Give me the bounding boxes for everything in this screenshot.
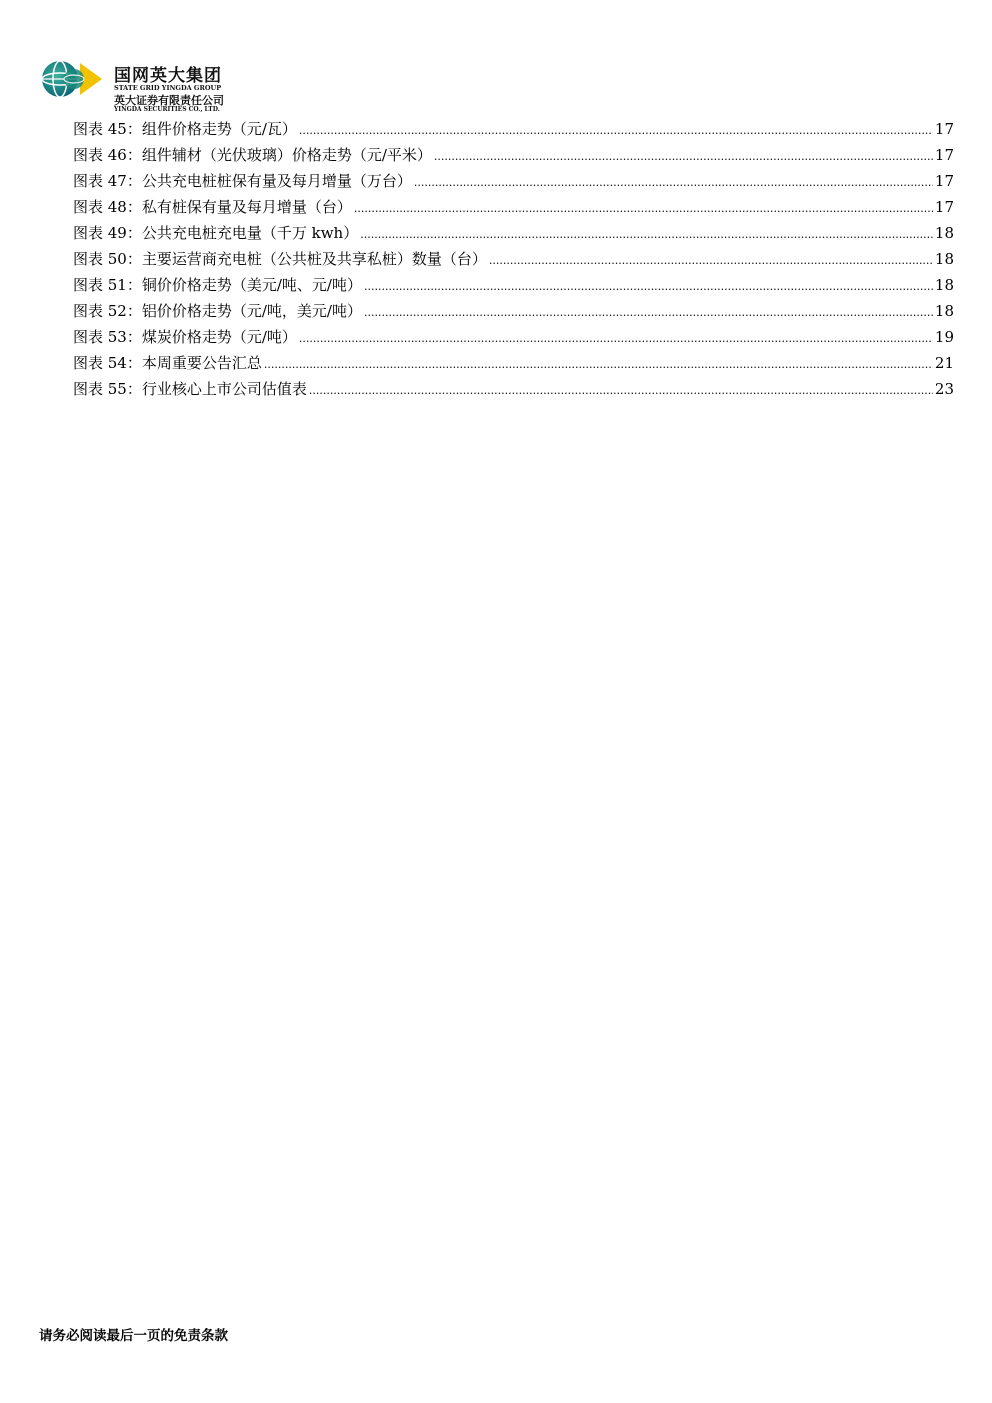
toc-entry-title: 图表 48：私有桩保有量及每月增量（台） [73, 198, 352, 216]
toc-leader-dots [364, 274, 933, 300]
toc-entry-title: 图表 47：公共充电桩桩保有量及每月增量（万台） [73, 172, 412, 190]
disclaimer-footer: 请务必阅读最后一页的免责条款 [39, 1328, 228, 1344]
toc-entry-page: 18 [934, 224, 954, 242]
toc-entry-page: 21 [934, 354, 954, 372]
toc-entry-title: 图表 46：组件辅材（光伏玻璃）价格走势（元/平米） [73, 146, 432, 164]
toc-leader-dots [360, 222, 933, 248]
toc-leader-dots [299, 326, 933, 352]
toc-leader-dots [264, 352, 933, 378]
toc-entry[interactable] [73, 272, 954, 298]
toc-entry[interactable] [73, 116, 954, 142]
toc-entry-page: 17 [934, 172, 954, 190]
toc-entry[interactable] [73, 298, 954, 324]
toc-entry-page: 17 [934, 120, 954, 138]
company-name-cn: 英大证券有限责任公司 [114, 94, 224, 107]
toc-entry-page: 18 [934, 250, 954, 268]
toc-leader-dots [364, 300, 933, 326]
toc-entry-title: 图表 50：主要运营商充电桩（公共桩及共享私桩）数量（台） [73, 250, 487, 268]
toc-entry-page: 17 [934, 198, 954, 216]
toc-entry-title: 图表 53：煤炭价格走势（元/吨） [73, 328, 297, 346]
toc-entry[interactable] [73, 194, 954, 220]
company-header [40, 57, 300, 113]
toc-entry[interactable] [73, 350, 954, 376]
toc-leader-dots [299, 118, 933, 144]
toc-entry-title: 图表 54：本周重要公告汇总 [73, 354, 262, 372]
group-name-cn: 国网英大集团 [114, 66, 222, 86]
group-name-en: STATE GRID YINGDA GROUP [114, 84, 222, 92]
toc-entry-title: 图表 52：铝价价格走势（元/吨，美元/吨） [73, 302, 362, 320]
toc-entry-page: 19 [934, 328, 954, 346]
toc-entry[interactable] [73, 142, 954, 168]
toc-entry[interactable] [73, 376, 954, 402]
toc-leader-dots [434, 144, 933, 170]
toc-entry-title: 图表 49：公共充电桩充电量（千万 kwh） [73, 224, 359, 242]
toc-leader-dots [309, 378, 933, 404]
toc-entry[interactable] [73, 168, 954, 194]
toc-leader-dots [414, 170, 933, 196]
toc-entry[interactable] [73, 246, 954, 272]
toc-leader-dots [489, 248, 933, 274]
toc-entry[interactable] [73, 220, 954, 246]
toc-entry-page: 18 [934, 276, 954, 294]
toc-entry-title: 图表 51：铜价价格走势（美元/吨、元/吨） [73, 276, 362, 294]
toc-entry-page: 23 [934, 380, 954, 398]
toc-entry-page: 17 [934, 146, 954, 164]
toc-leader-dots [354, 196, 933, 222]
company-name-en: YINGDA SECURITIES CO., LTD. [114, 106, 220, 113]
toc-entry[interactable] [73, 324, 954, 350]
toc-entry-title: 图表 55：行业核心上市公司估值表 [73, 380, 307, 398]
company-logo-icon [40, 59, 104, 99]
table-of-figures [73, 116, 954, 402]
toc-entry-page: 18 [934, 302, 954, 320]
toc-entry-title: 图表 45：组件价格走势（元/瓦） [73, 120, 297, 138]
